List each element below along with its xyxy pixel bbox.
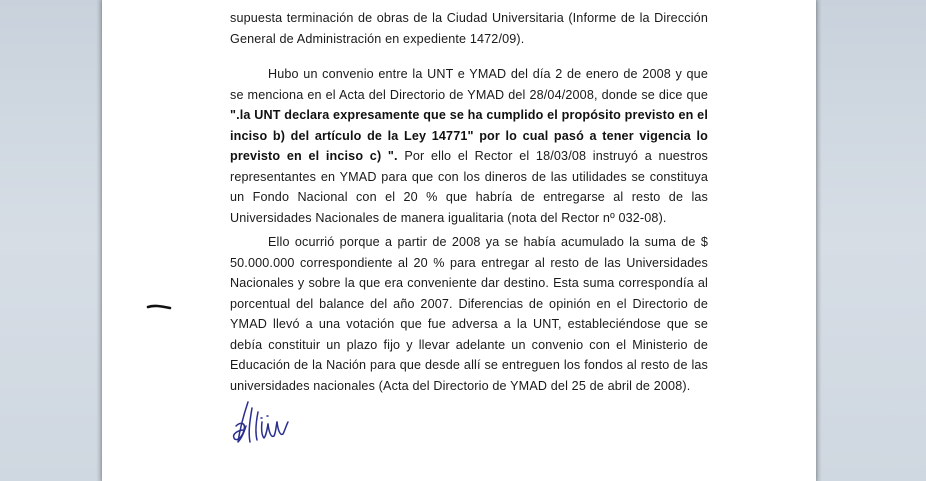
signature-image xyxy=(230,392,294,450)
paragraph-2 xyxy=(230,64,708,228)
document-page[interactable] xyxy=(102,0,816,481)
paragraph-1-text: supuesta terminación de obras de la Ciudad Universitaria (Informe de la Dirección General de Administración en expediente 1472/09). xyxy=(230,11,708,46)
paragraph-3-text: Ello ocurrió porque a partir de 2008 ya se había acumulado la suma de $ 50.000.000 correspondiente al 20 % para entregar al resto de las Universidades Nacionales y sobre la que era conveniente dar destino. Esta suma correspondía al porcentual del balance del año 2007. Diferencias de opinión en el Directorio de YMAD llevó a una votación que fue adversa a la UNT, estableciéndose que se debía constituir un plazo fijo y llevar adelante un convenio con el Ministerio de Educación de la Nación para que desde allí se entreguen los fondos al resto de las universidades nacionales (Acta del Directorio de YMAD del 25 de abril de 2008). xyxy=(230,235,708,393)
paragraph-2-rest: Por ello el Rector el 18/03/08 instruyó a nuestros representantes en YMAD para que con los dineros de las utilidades se constituya un Fondo Nacional con el 20 % que habría de entregarse al resto de las Universidades Nacionales de manera igualitaria (nota del Rector nº 032-08). xyxy=(230,149,708,225)
paragraph-2-quote: ".la UNT declara expresamente que se ha cumplido el propósito previsto en el inciso b) del artículo de la Ley 14771" por lo cual pasó a tener vigencia lo previsto en el inciso c) ". xyxy=(230,108,708,163)
paragraph-3 xyxy=(230,232,708,396)
paragraph-2-intro: Hubo un convenio entre la UNT e YMAD del día 2 de enero de 2008 y que se menciona en el Acta del Directorio de YMAD del 28/04/2008, donde se dice que xyxy=(230,67,708,102)
margin-ink-mark xyxy=(146,302,172,312)
page-shadow-right xyxy=(816,0,822,481)
paragraph-1 xyxy=(230,8,708,49)
